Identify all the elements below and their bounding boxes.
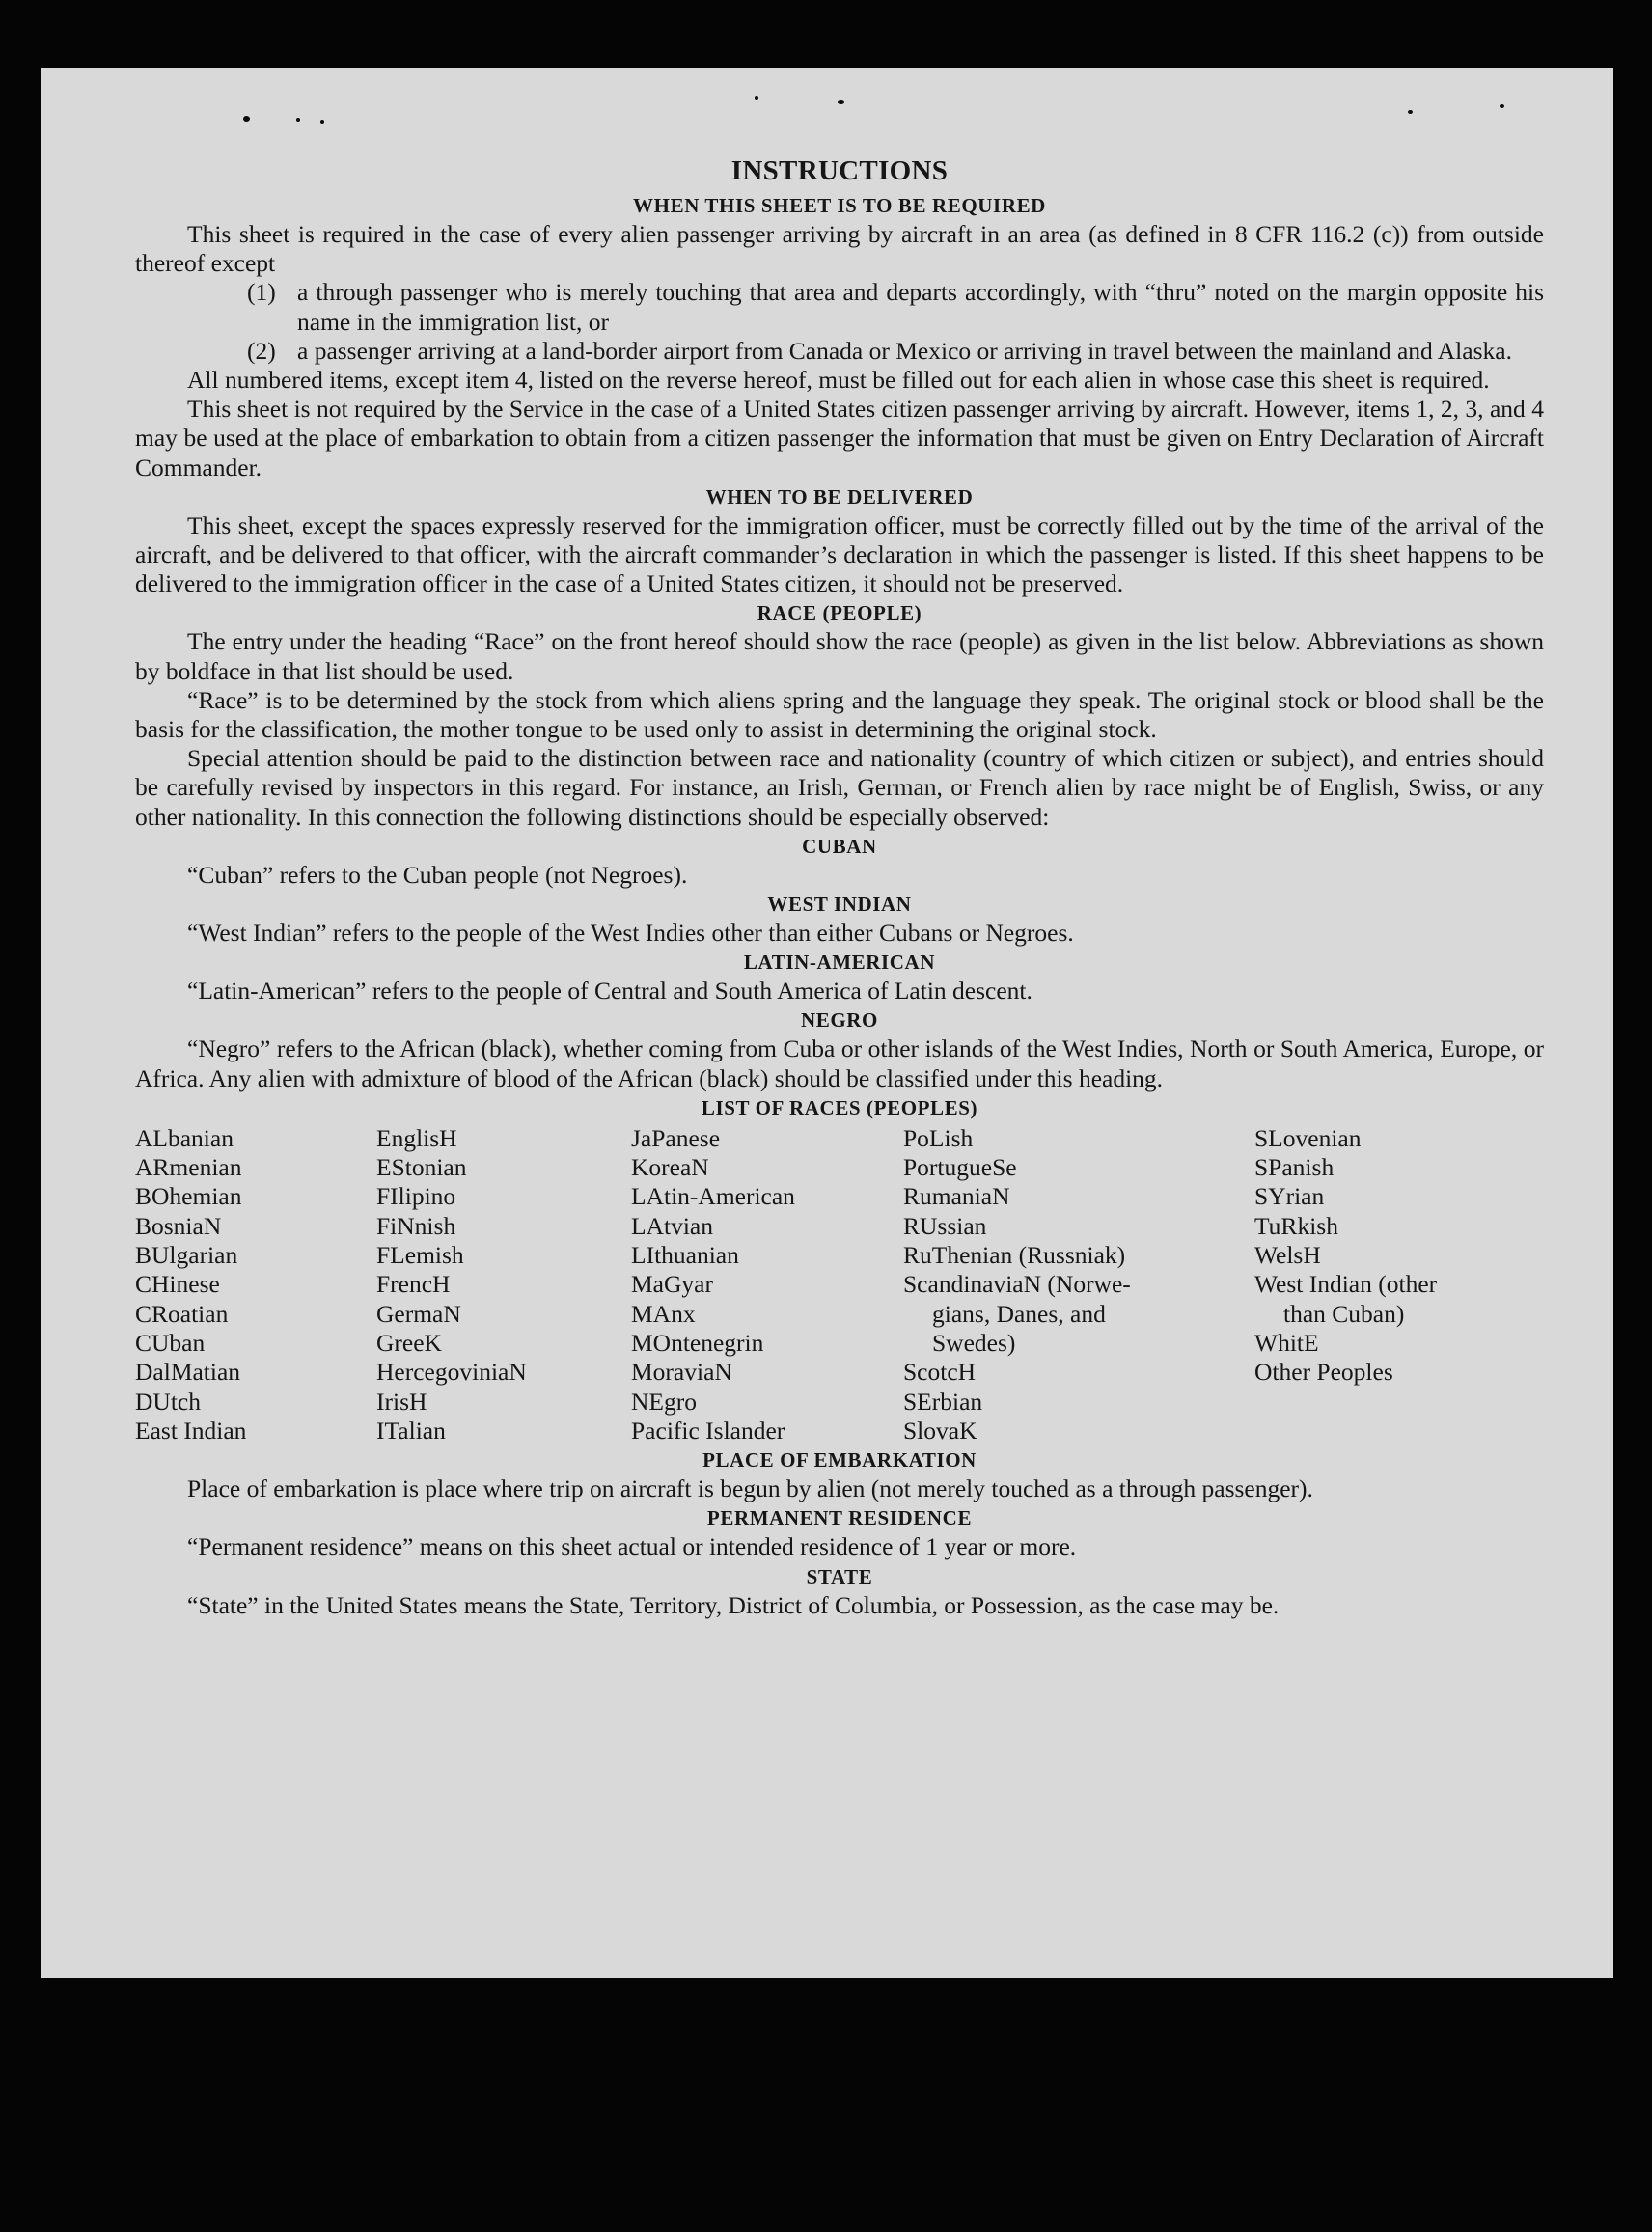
scan-speck	[320, 120, 324, 124]
section-heading: WEST INDIAN	[767, 893, 912, 917]
paragraph: Special attention should be paid to the distinction between race and nationality (country of which citizen or subject), and entries should be carefully revised by inspectors in this regard. For instance, an Irish, German, or French alien by race might be of English, Swiss, or any other nationality. In this connection the following distinctions should be especially observed:	[135, 744, 1544, 831]
race-entry: PoLish	[903, 1123, 974, 1152]
scan-speck	[1500, 104, 1504, 108]
race-entry: LIthuanian	[631, 1241, 739, 1270]
section-heading: WHEN THIS SHEET IS TO BE REQUIRED	[633, 194, 1046, 217]
paragraph: “Negro” refers to the African (black), whether coming from Cuba or other islands of the West Indies, North or South America, Europe, or Africa. Any alien with admixture of blood of the African (black) should be classified under this heading.	[135, 1034, 1544, 1092]
race-entry: MAnx	[631, 1299, 696, 1328]
race-entry: IrisH	[376, 1387, 427, 1416]
paragraph: Place of embarkation is place where trip on aircraft is begun by alien (not merely touched as a through passenger).	[187, 1474, 1313, 1503]
race-entry: FiNnish	[376, 1211, 456, 1240]
section-heading: LATIN-AMERICAN	[743, 951, 936, 975]
race-entry: CRoatian	[135, 1299, 229, 1328]
scan-speck	[838, 100, 844, 104]
race-column	[631, 1124, 903, 1446]
race-entry: SErbian	[903, 1387, 983, 1416]
race-entry: SYrian	[1254, 1182, 1325, 1211]
race-entry: EStonian	[376, 1153, 467, 1182]
list-item	[247, 337, 1544, 366]
race-entry: PortugueSe	[903, 1153, 1017, 1182]
race-entry-continued: Swedes)	[932, 1328, 1016, 1357]
race-entry: DUtch	[135, 1387, 201, 1416]
paragraph: This sheet is required in the case of every alien passenger arriving by aircraft in an area (as defined in 8 CFR 116.2 (c)) from outside thereof except	[135, 220, 1544, 278]
list-item	[247, 278, 1544, 336]
race-entry: BUlgarian	[135, 1241, 238, 1270]
race-entry: SlovaK	[903, 1416, 977, 1445]
race-entry: GermaN	[376, 1299, 461, 1328]
race-entry: WhitE	[1254, 1328, 1319, 1357]
race-entry: SPanish	[1254, 1153, 1335, 1182]
race-entry: CHinese	[135, 1270, 220, 1299]
race-entry: FLemish	[376, 1241, 464, 1270]
race-entry: EnglisH	[376, 1123, 457, 1152]
race-entry: SLovenian	[1254, 1123, 1362, 1152]
race-column	[135, 1124, 376, 1446]
race-entry: ALbanian	[135, 1123, 234, 1152]
race-entry: HercegoviniaN	[376, 1358, 527, 1387]
race-entry: FIlipino	[376, 1182, 456, 1211]
race-entry: MOntenegrin	[631, 1328, 764, 1357]
race-column	[903, 1124, 1254, 1446]
race-entry: RuThenian (Russniak)	[903, 1241, 1126, 1270]
page-title: INSTRUCTIONS	[730, 155, 949, 186]
paragraph: This sheet, except the spaces expressly reserved for the immigration officer, must be correctly filled out by the time of the arrival of the aircraft, and be delivered to that officer, with the aircraft commander’s declaration in which the passenger is listed. If this sheet happens to be delivered to the immigration officer in the case of a United States citizen, it should not be preserved.	[135, 510, 1544, 598]
scan-speck	[243, 116, 250, 122]
paragraph: “Permanent residence” means on this sheet actual or intended residence of 1 year or more.	[187, 1532, 1077, 1561]
race-entry: KoreaN	[631, 1153, 709, 1182]
race-entry: Other Peoples	[1254, 1358, 1393, 1387]
race-entry: MaGyar	[631, 1270, 713, 1299]
paragraph: The entry under the heading “Race” on the front hereof should show the race (people) as given in the list below. Abbreviations as shown by boldface in that list should be used.	[135, 627, 1544, 685]
scan-speck	[755, 96, 758, 100]
race-entry: LAtin-American	[631, 1182, 795, 1211]
instructions-body	[135, 154, 1544, 1620]
section-heading: NEGRO	[800, 1008, 878, 1033]
race-entry: ARmenian	[135, 1153, 242, 1182]
paragraph: This sheet is not required by the Service in the case of a United States citizen passenger arriving by aircraft. However, items 1, 2, 3, and 4 may be used at the place of embarkation to obtain from a citizen passenger the information that must be given on Entry Declaration of Aircraft Commander.	[135, 395, 1544, 482]
item-text: a through passenger who is merely touching that area and departs accordingly, with “thru” noted on the margin opposite his name in the immigration list, or	[297, 278, 1544, 336]
section-heading: PLACE OF EMBARKATION	[702, 1448, 977, 1473]
race-entry-continued: than Cuban)	[1283, 1299, 1405, 1328]
race-column	[376, 1124, 631, 1446]
race-entry: JaPanese	[631, 1123, 721, 1152]
item-text: a passenger arriving at a land-border airport from Canada or Mexico or arriving in travel between the mainland and Alaska.	[297, 336, 1512, 365]
race-entry: NEgro	[631, 1387, 697, 1416]
race-entry: MoraviaN	[631, 1358, 732, 1387]
race-entry: DalMatian	[135, 1358, 241, 1387]
section-heading: LIST OF RACES (PEOPLES)	[701, 1095, 978, 1119]
paragraph: “Cuban” refers to the Cuban people (not Negroes).	[187, 860, 688, 889]
item-number: (2)	[247, 336, 276, 365]
section-heading: WHEN TO BE DELIVERED	[705, 484, 974, 509]
paragraph: “Race” is to be determined by the stock from which aliens spring and the language they speak. The original stock or blood shall be the basis for the classification, the mother tongue to be used only to assist in determining the original stock.	[135, 685, 1544, 744]
race-entry: WelsH	[1254, 1241, 1321, 1270]
race-entry: ScotcH	[903, 1358, 977, 1387]
race-entry: TuRkish	[1254, 1211, 1338, 1240]
race-entry: RUssian	[903, 1211, 987, 1240]
race-column	[1254, 1124, 1544, 1446]
race-entry: FrencH	[376, 1270, 451, 1299]
document-page	[41, 68, 1613, 1978]
race-entry: West Indian (other	[1254, 1270, 1438, 1299]
scan-speck	[296, 118, 300, 122]
race-entry: ScandinaviaN (Norwe-	[903, 1270, 1131, 1299]
race-entry: CUban	[135, 1328, 206, 1357]
section-heading: CUBAN	[802, 834, 877, 858]
item-number: (1)	[247, 278, 276, 307]
race-entry: Pacific Islander	[631, 1416, 785, 1445]
race-entry: LAtvian	[631, 1211, 713, 1240]
paragraph: “State” in the United States means the State, Territory, District of Columbia, or Possession, as the case may be.	[187, 1590, 1280, 1619]
race-entry: RumaniaN	[903, 1182, 1010, 1211]
paragraph: “West Indian” refers to the people of the West Indies other than either Cubans or Negroes.	[187, 919, 1074, 948]
race-entry-continued: gians, Danes, and	[932, 1299, 1106, 1328]
race-entry: GreeK	[376, 1328, 442, 1357]
section-heading: RACE (PEOPLE)	[757, 601, 922, 625]
scan-speck	[1408, 110, 1413, 114]
paragraph: “Latin-American” refers to the people of Central and South America of Latin descent.	[187, 977, 1032, 1006]
paragraph: All numbered items, except item 4, listed on the reverse hereof, must be filled out for each alien in whose case this sheet is required.	[187, 366, 1490, 395]
race-entry: ITalian	[376, 1416, 446, 1445]
race-entry: BosniaN	[135, 1211, 222, 1240]
section-heading: PERMANENT RESIDENCE	[706, 1506, 973, 1530]
race-list	[135, 1124, 1544, 1446]
race-entry: East Indian	[135, 1416, 247, 1445]
section-heading: STATE	[806, 1564, 873, 1588]
race-entry: BOhemian	[135, 1182, 242, 1211]
